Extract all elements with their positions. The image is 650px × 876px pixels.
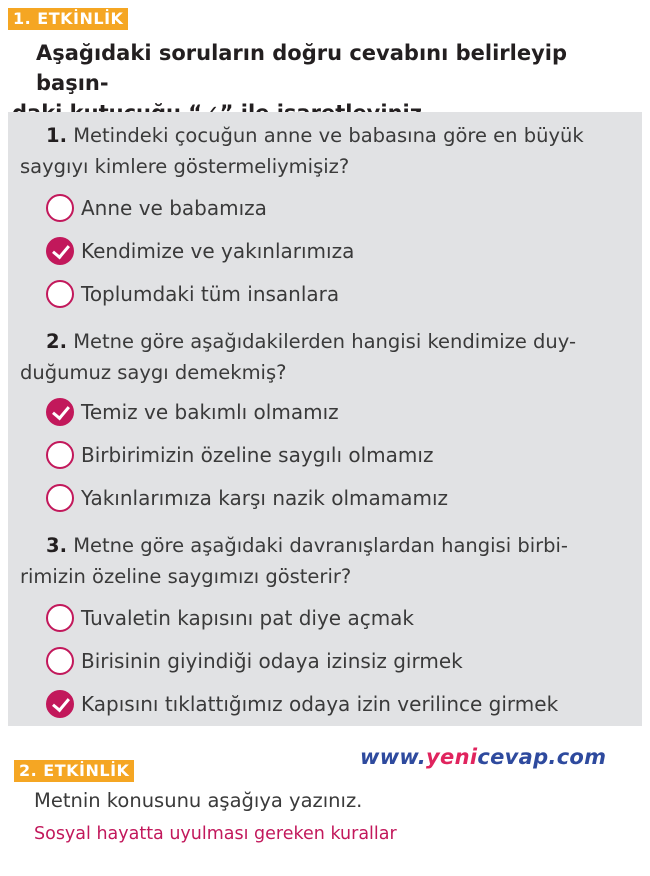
- q3-option-c-checked-radio[interactable]: [46, 690, 74, 718]
- q2-option-c[interactable]: [46, 481, 448, 515]
- watermark-accent: yeni: [426, 745, 478, 769]
- q2-option-c-label: Yakınlarımıza karşı nazik olmamamız: [81, 486, 449, 510]
- q2-option-a-label: Temiz ve bakımlı olmamız: [81, 400, 339, 424]
- questions-panel: [8, 112, 642, 726]
- q2-option-b-radio[interactable]: [46, 441, 74, 469]
- q3-option-c[interactable]: [46, 687, 558, 721]
- watermark-suffix: cevap.com: [477, 745, 607, 769]
- question-2: [20, 326, 630, 388]
- question-2-line-2: duğumuz saygı demekmiş?: [20, 361, 287, 384]
- question-3-line-1: Metne göre aşağıdaki davranışlardan hangisi birbi-: [73, 534, 568, 557]
- q2-option-b-label: Birbirimizin özeline saygılı olmamız: [81, 443, 434, 467]
- question-3: [20, 530, 630, 592]
- q2-option-a-checked-radio[interactable]: [46, 398, 74, 426]
- q3-option-b[interactable]: [46, 644, 463, 678]
- question-2-line-1: Metne göre aşağıdakilerden hangisi kendimize duy-: [73, 330, 577, 353]
- q1-option-b-label: Kendimize ve yakınlarımıza: [81, 239, 355, 263]
- q1-option-c-radio[interactable]: [46, 280, 74, 308]
- question-1: [20, 120, 630, 182]
- q3-option-a-label: Tuvaletin kapısını pat diye açmak: [81, 606, 415, 630]
- question-2-number: 2.: [46, 330, 67, 353]
- q1-option-a-label: Anne ve babamıza: [81, 196, 267, 220]
- q3-option-c-label: Kapısını tıklattığımız odaya izin verilince girmek: [81, 692, 559, 716]
- q1-option-a[interactable]: [46, 191, 267, 225]
- q1-option-c[interactable]: [46, 277, 339, 311]
- question-1-line-2: saygıyı kimlere göstermeliymişiz?: [20, 155, 350, 178]
- activity2-tag: 2. ETKİNLİK: [14, 760, 134, 782]
- q3-option-a[interactable]: [46, 601, 414, 635]
- instruction-line-1: Aşağıdaki soruların doğru cevabını belirleyip başın-: [36, 41, 567, 95]
- q1-option-b[interactable]: [46, 234, 354, 268]
- q1-option-a-radio[interactable]: [46, 194, 74, 222]
- q2-option-a[interactable]: [46, 395, 339, 429]
- activity2-prompt: Metnin konusunu aşağıya yazınız.: [34, 789, 363, 812]
- question-1-line-1: Metindeki çocuğun anne ve babasına göre en büyük: [73, 124, 584, 147]
- watermark-logo: [360, 745, 606, 769]
- q3-option-a-radio[interactable]: [46, 604, 74, 632]
- q3-option-b-label: Birisinin giyindiği odaya izinsiz girmek: [81, 649, 463, 673]
- question-3-number: 3.: [46, 534, 67, 557]
- question-1-number: 1.: [46, 124, 67, 147]
- activity2-answer: Sosyal hayatta uyulması gereken kurallar: [34, 824, 397, 844]
- q2-option-b[interactable]: [46, 438, 433, 472]
- q1-option-c-label: Toplumdaki tüm insanlara: [81, 282, 340, 306]
- activity1-tag: 1. ETKİNLİK: [8, 8, 128, 30]
- question-3-line-2: rimizin özeline saygımızı gösterir?: [20, 565, 352, 588]
- q1-option-b-checked-radio[interactable]: [46, 237, 74, 265]
- q2-option-c-radio[interactable]: [46, 484, 74, 512]
- q3-option-b-radio[interactable]: [46, 647, 74, 675]
- watermark-prefix: www.: [360, 745, 427, 769]
